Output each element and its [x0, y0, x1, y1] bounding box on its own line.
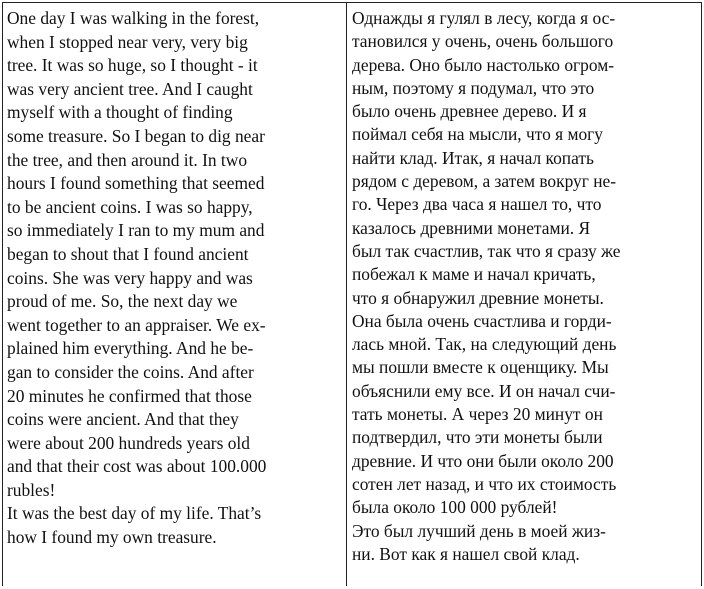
russian-paragraph-conclusion: Это был лучший день в моей жиз- ни. Вот как я нашел свой клад.: [352, 520, 606, 564]
english-text-column: [3, 3, 347, 586]
russian-text-column: [347, 3, 701, 586]
english-paragraph-conclusion: It was the best day of my life. That’s how I found my own treasure.: [7, 503, 262, 548]
russian-paragraph-story: Однажды я гулял в лесу, когда я ос- тановился у очень, очень большого дерева. Оно было настолько огром- ным, поэтому я подумал, что это было очень древнее дерево. И я поймал себя на мысли, что я могу найти клад. Итак, я начал копать рядом с деревом, а затем вокруг не- го. Через два часа я нашел то, что казалось древними монетами. Я был так счастлив, так что я сразу же побежал к маме и начал кричать, что я обнаружил древние монеты. Она была очень счастлива и горди- лась мной. Так, на следующий день мы пошли вместе к оценщику. Мы объяснили ему все. И он начал счи- тать монеты. А через 20 минут он подтвердил, что эти монеты были древние. И что они были около 200 сотен лет назад, и что их стоимость была около 100 000 рублей!: [352, 8, 621, 518]
english-paragraph-story: One day I was walking in the forest, when I stopped near very, very big tree. It was so huge, so I thought - it was very ancient tree. And I caught myself with a thought of finding some treasure. So I began to dig near the tree, and then around it. In two hours I found something that seemed to be ancient coins. I was so happy, so immediately I ran to my mum and began to shout that I found ancient coins. She was very happy and was proud of me. So, the next day we went together to an appraiser. We ex- plained him everything. And he be- gan to consider the coins. And after 20 minutes he confirmed that those coins were ancient. And that they were about 200 hundreds years old and that their cost was about 100.000 rubles!: [7, 8, 267, 500]
two-column-translation-table: [2, 2, 702, 586]
